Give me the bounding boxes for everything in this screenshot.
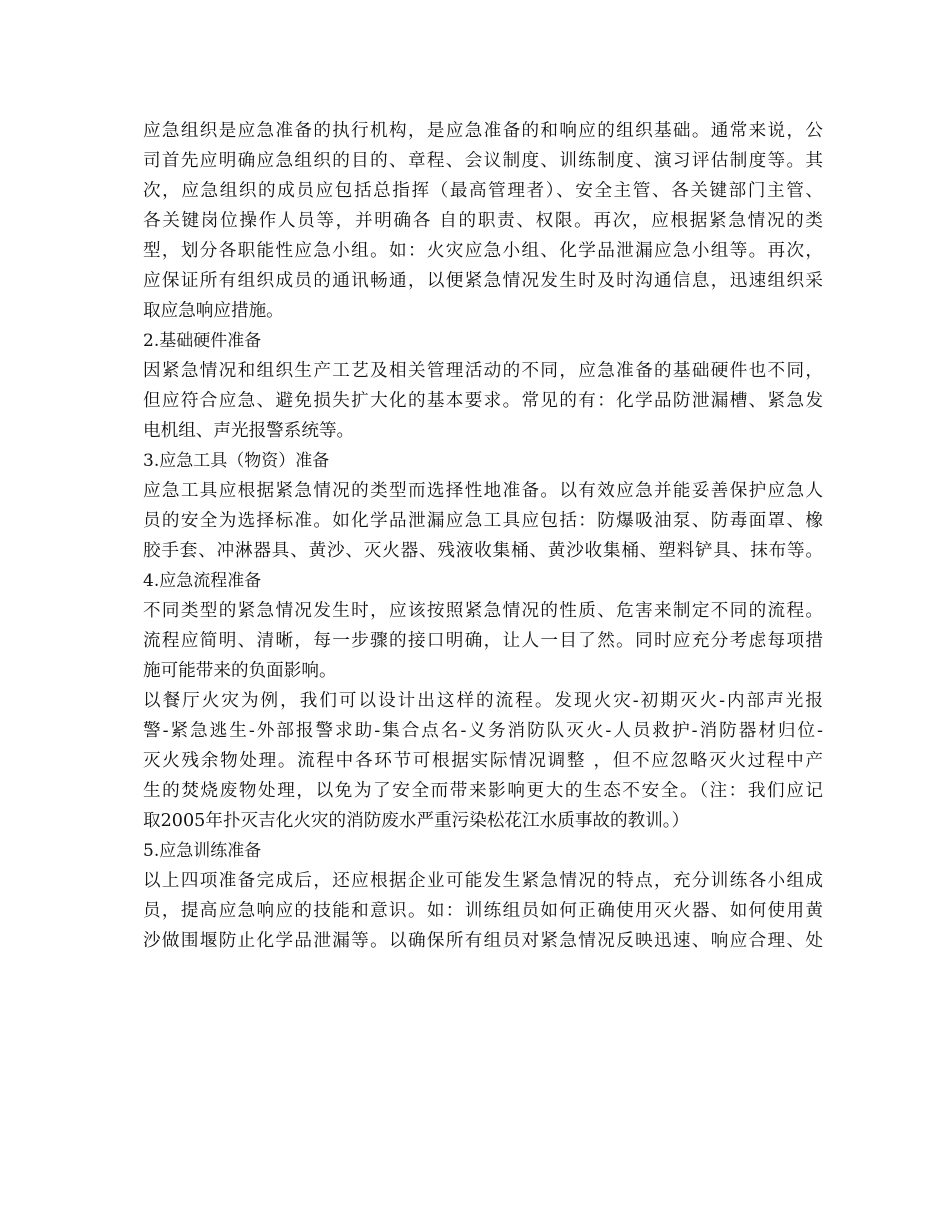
paragraph-line: 员的安全为选择标准。如化学品泄漏应急工具应包括：防爆吸油泵、防毒面罩、橡 — [143, 511, 823, 531]
paragraph-line: 应急组织是应急准备的执行机构，是应急准备的和响应的组织基础。通常来说，公 — [143, 121, 823, 141]
section-heading: 4.应急流程准备 — [143, 571, 262, 591]
paragraph-line: 型，划分各职能性应急小组。如：火灾应急小组、化学品泄漏应急小组等。再次， — [143, 241, 823, 261]
paragraph-line: 流程应简明、清晰，每一步骤的接口明确，让人一目了然。同时应充分考虑每项措 — [143, 631, 823, 651]
paragraph-line: 取2005年扑灭吉化火灾的消防废水严重污染松花江水质事故的教训。） — [143, 811, 690, 831]
document-body — [143, 116, 823, 956]
section-heading: 2.基础硬件准备 — [143, 331, 262, 351]
paragraph-line: 次，应急组织的成员应包括总指挥（最高管理者）、安全主管、各关键部门主管、 — [143, 181, 823, 201]
paragraph-line: 员，提高应急响应的技能和意识。如：训练组员如何正确使用灭火器、如何使用黄 — [143, 901, 823, 921]
paragraph-line: 胶手套、冲淋器具、黄沙、灭火器、残液收集桶、黄沙收集桶、塑料铲具、抹布等。 — [143, 541, 823, 561]
paragraph-line: 因紧急情况和组织生产工艺及相关管理活动的不同，应急准备的基础硬件也不同， — [143, 361, 823, 381]
paragraph-line: 电机组、声光报警系统等。 — [143, 421, 355, 441]
paragraph-line: 司首先应明确应急组织的目的、章程、会议制度、训练制度、演习评估制度等。其 — [143, 151, 823, 171]
paragraph-line: 应保证所有组织成员的通讯畅通，以便紧急情况发生时及时沟通信息，迅速组织采 — [143, 271, 823, 291]
section-heading: 3.应急工具（物资）准备 — [143, 451, 330, 471]
section-heading: 5.应急训练准备 — [143, 841, 262, 861]
paragraph-line: 施可能带来的负面影响。 — [143, 661, 337, 681]
paragraph-line: 警-紧急逃生-外部报警求助-集合点名-义务消防队灭火-人员救护-消防器材归位- — [143, 721, 823, 741]
paragraph-line: 沙做围堰防止化学品泄漏等。以确保所有组员对紧急情况反映迅速、响应合理、处 — [143, 931, 823, 951]
paragraph-line: 不同类型的紧急情况发生时，应该按照紧急情况的性质、危害来制定不同的流程。 — [143, 601, 823, 621]
paragraph-line: 但应符合应急、避免损失扩大化的基本要求。常见的有：化学品防泄漏槽、紧急发 — [143, 391, 823, 411]
paragraph-line: 生的焚烧废物处理，以免为了安全而带来影响更大的生态不安全。（注：我们应记 — [143, 781, 823, 801]
paragraph-line: 取应急响应措施。 — [143, 301, 284, 321]
paragraph-line: 以上四项准备完成后，还应根据企业可能发生紧急情况的特点，充分训练各小组成 — [143, 871, 823, 891]
paragraph-line: 各关键岗位操作人员等，并明确各 自的职责、权限。再次，应根据紧急情况的类 — [143, 211, 823, 231]
paragraph-line: 以餐厅火灾为例，我们可以设计出这样的流程。发现火灾-初期灭火-内部声光报 — [143, 691, 823, 711]
paragraph-line: 应急工具应根据紧急情况的类型而选择性地准备。以有效应急并能妥善保护应急人 — [143, 481, 823, 501]
paragraph-line: 灭火残余物处理。流程中各环节可根据实际情况调整 ，但不应忽略灭火过程中产 — [143, 751, 823, 771]
